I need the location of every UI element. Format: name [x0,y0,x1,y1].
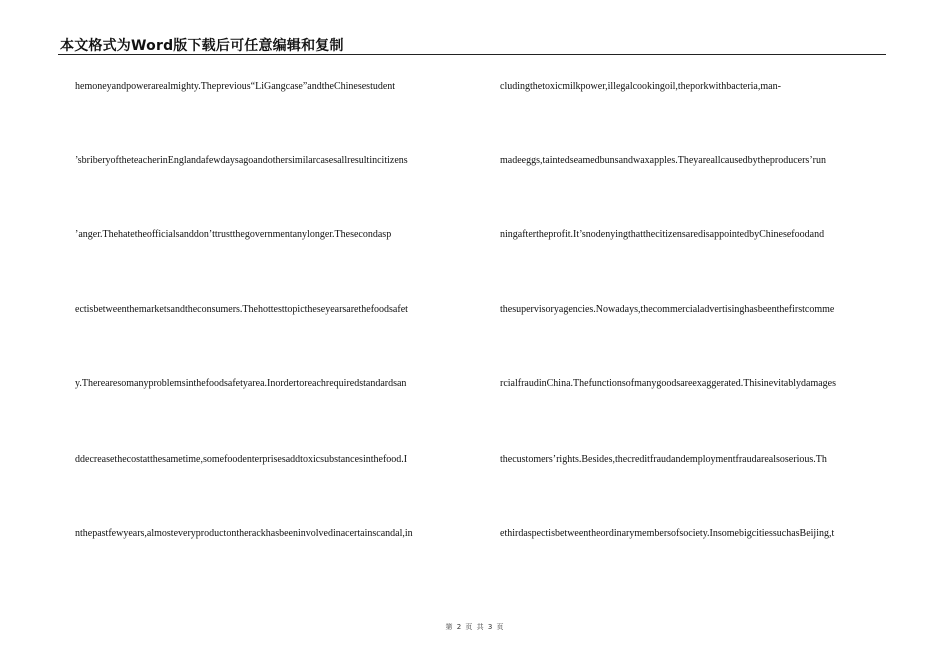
text-line: ddecreasethecostatthesametime,somefoodenterprisesaddtoxicsubstancesinthefood.I [75,454,408,465]
text-line: nthepastfewyears,almosteveryproductontherackhasbeeninvolvedinacertainscandal,in [75,528,413,539]
text-line: ningaftertheprofit.It’snodenyingthatthecitizensaredisappointedbyChinesefoodand [500,229,825,240]
document-header-title: 本文格式为Word版下载后可任意编辑和复制 [60,38,344,54]
text-line: thesupervisoryagencies.Nowadays,thecommercialadvertisinghasbeenthefirstcomme [500,304,835,315]
text-line: rcialfraudinChina.Thefunctionsofmanygoodsareexaggerated.Thisinevitablydamages [500,378,836,389]
text-line: ectisbetweenthemarketsandtheconsumers.Thehottesttopictheseyearsarethefoodsafet [75,304,408,315]
header-divider [58,54,886,55]
page-number-footer: 第 2 页 共 3 页 [445,623,505,631]
text-line: thecustomers’rights.Besides,thecreditfraudandemploymentfraudarealsoserious.Th [500,454,827,465]
text-line: hemoneyandpowerarealmighty.Theprevious“LiGangcase”andtheChinesestudent [75,81,396,92]
text-line: ’sbriberyoftheteacherinEnglandafewdaysagoandothersimilarcasesallresultincitizens [75,155,408,166]
text-line: y.Therearesomanyproblemsinthefoodsafetyarea.Inordertoreachrequiredstandardsan [75,378,407,389]
text-line: madeeggs,taintedseamedbunsandwaxapples.Theyareallcausedbytheproducers’run [500,155,826,166]
text-line: ’anger.Thehatetheofficialsanddon’ttrustthegovernmentanylonger.Thesecondasp [75,229,392,240]
text-line: ethirdaspectisbetweentheordinarymembersofsociety.InsomebigcitiessuchasBeijing,t [500,528,835,539]
text-line: cludingthetoxicmilkpower,illegalcookingoil,theporkwithbacteria,man- [500,81,781,92]
